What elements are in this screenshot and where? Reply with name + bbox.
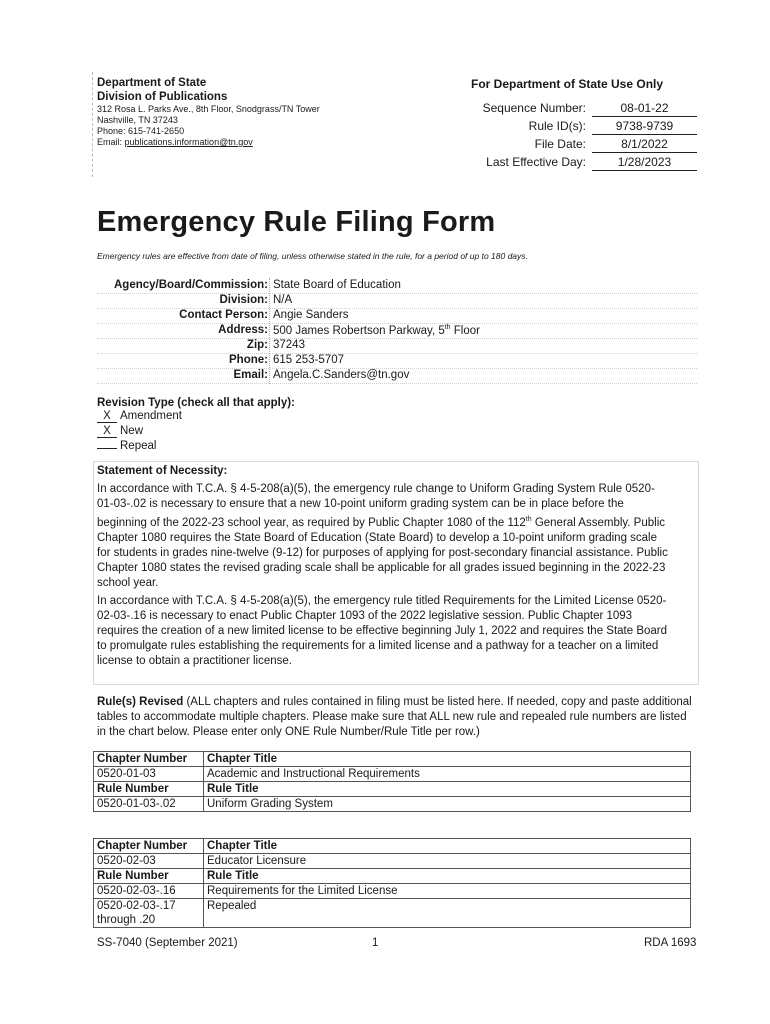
statement-paragraph-2: [97, 594, 695, 669]
rule-number-cell: 0520-02-03: [94, 854, 204, 869]
rule-title-cell: Rule Title: [204, 782, 691, 797]
meta-label: Sequence Number:: [482, 101, 586, 115]
statement-title: Statement of Necessity:: [97, 465, 228, 477]
rule-number-cell: Chapter Number: [94, 752, 204, 767]
statement-line: Chapter 1080 requires the State Board of Education (State Board) to develop a 10-point uniform grading scale: [97, 531, 658, 544]
rule-number-cell: 0520-01-03-.02: [94, 797, 204, 812]
phone-line: Phone: 615-741-2650: [97, 126, 185, 136]
department-name: Department of State: [97, 77, 207, 89]
use-only-title: For Department of State Use Only: [471, 77, 664, 91]
agency-row: [90, 279, 700, 294]
agency-row: [90, 294, 700, 309]
email-link[interactable]: publications.information@tn.gov: [124, 137, 253, 147]
table-row: [94, 782, 691, 797]
meta-value: 8/1/2022: [592, 137, 697, 153]
rule-title-cell: Educator Licensure: [204, 854, 691, 869]
rule-title-cell: Academic and Instructional Requirements: [204, 767, 691, 782]
statement-line: requires the creation of a new limited license to be effective beginning July 1, 2022 and requires the State Board: [97, 625, 668, 637]
statement-paragraph-1: [97, 482, 695, 591]
agency-label: Zip:: [246, 339, 268, 351]
table-row: [94, 854, 691, 869]
table-row: [94, 767, 691, 782]
page-title: Emergency Rule Filing Form: [97, 206, 496, 238]
agency-label: Agency/Board/Commission:: [114, 279, 268, 291]
agency-label: Address:: [218, 324, 268, 336]
row-rule: [97, 383, 697, 384]
meta-value: 1/28/2023: [592, 155, 697, 171]
statement-line: to promulgate rules establishing the requirements for a limited license and a pathway for a teacher on a limited: [97, 640, 659, 652]
statement-line: 02-03-.16 is necessary to enact Public Chapter 1093 of the 2022 legislative session. Public Chapter 1093: [97, 610, 633, 622]
meta-label: Rule ID(s):: [528, 119, 586, 133]
meta-label: File Date:: [534, 137, 586, 151]
form-number: SS-7040 (September 2021): [97, 937, 238, 949]
meta-value: 08-01-22: [592, 101, 697, 117]
header-left: [97, 76, 427, 148]
rule-title-cell: Rule Title: [204, 869, 691, 884]
table-row: [94, 869, 691, 884]
agency-value: 500 James Robertson Parkway, 5th Floor: [273, 324, 480, 337]
address-line-1: 312 Rosa L. Parks Ave., 8th Floor, Snodgrass/TN Tower: [97, 104, 320, 114]
meta-row: [440, 119, 700, 137]
rule-title-cell: Requirements for the Limited License: [204, 884, 691, 899]
revision-label: Repeal: [120, 440, 157, 452]
rda-number: RDA 1693: [644, 937, 697, 949]
rule-title-cell: Repealed: [204, 899, 691, 928]
rule-number-cell: 0520-02-03-.16: [94, 884, 204, 899]
statement-line: license to obtain a practitioner license.: [97, 655, 292, 667]
statement-line: 01-03-.02 is necessary to ensure that a new 10-point uniform grading system can be in place before the: [97, 498, 624, 510]
rules-intro-heading: Rule(s) Revised: [97, 696, 184, 708]
rule-number-cell: Chapter Number: [94, 839, 204, 854]
agency-row: [90, 354, 700, 369]
header-divider: [92, 72, 94, 177]
rule-title-cell: Chapter Title: [204, 752, 691, 767]
rule-table: [93, 751, 691, 812]
rule-number-cell: 0520-01-03: [94, 767, 204, 782]
revision-checkbox[interactable]: X: [97, 425, 117, 438]
rule-table: [93, 838, 691, 928]
agency-value: 37243: [273, 339, 305, 351]
table-row: [94, 797, 691, 812]
meta-row: [440, 101, 700, 119]
statement-line: beginning of the 2022-23 school year, as required by Public Chapter 1080 of the 112th General Assembly. Public: [97, 516, 665, 529]
agency-value: State Board of Education: [273, 279, 401, 291]
agency-label: Division:: [219, 294, 268, 306]
rule-number-cell: 0520-02-03-.17 through .20: [94, 899, 204, 928]
page-subtitle: Emergency rules are effective from date of filing, unless otherwise stated in the rule, for a period of up to 180 days.: [97, 251, 528, 261]
agency-row: [90, 369, 700, 384]
statement-line: In accordance with T.C.A. § 4-5-208(a)(5), the emergency rule change to Uniform Grading System Rule 0520-: [97, 483, 655, 495]
agency-row: [90, 339, 700, 354]
rule-number-cell: Rule Number: [94, 782, 204, 797]
revision-option[interactable]: [97, 425, 143, 440]
revision-option[interactable]: [97, 440, 156, 455]
revision-checkbox[interactable]: [97, 448, 117, 449]
meta-row: [440, 155, 700, 173]
agency-value: 615 253-5707: [273, 354, 344, 366]
agency-label: Phone:: [229, 354, 268, 366]
statement-line: In accordance with T.C.A. § 4-5-208(a)(5), the emergency rule titled Requirements for the Limited License 0520-: [97, 595, 667, 607]
rule-title-cell: Uniform Grading System: [204, 797, 691, 812]
statement-line: for students in grades nine-twelve (9-12) for purposes of applying for post-secondary financial assistance. Public: [97, 546, 668, 559]
agency-row: [90, 309, 700, 324]
table-row: [94, 839, 691, 854]
address-line-2: Nashville, TN 37243: [97, 115, 178, 125]
rules-intro-text: (ALL chapters and rules contained in filing must be listed here. If needed, copy and paste additional tables to accommodate multiple chapters. Please make sure that ALL new rule and repealed rule numbers are listed in the chart below. Please enter only ONE Rule Number/Rule Title per row.): [97, 696, 692, 738]
table-row: [94, 752, 691, 767]
meta-row: [440, 137, 700, 155]
revision-label: New: [120, 425, 144, 437]
table-row: [94, 884, 691, 899]
agency-value: Angela.C.Sanders@tn.gov: [273, 369, 410, 381]
agency-value: N/A: [273, 294, 293, 306]
revision-option[interactable]: [97, 410, 182, 425]
agency-value: Angie Sanders: [273, 309, 349, 321]
rule-title-cell: Chapter Title: [204, 839, 691, 854]
meta-label: Last Effective Day:: [486, 155, 586, 169]
rules-intro: [97, 695, 697, 740]
email-label: Email:: [97, 137, 125, 147]
revision-label: Amendment: [120, 410, 183, 422]
page-number: 1: [372, 937, 379, 949]
statement-line: Chapter 1080 states the revised grading scale shall be applicable for all grades issued beginning in the 2022-23: [97, 561, 666, 574]
division-name: Division of Publications: [97, 91, 228, 103]
rule-number-cell: Rule Number: [94, 869, 204, 884]
agency-row: [90, 324, 700, 339]
revision-checkbox[interactable]: X: [97, 410, 117, 423]
statement-line: school year.: [97, 576, 159, 589]
table-row: [94, 899, 691, 928]
agency-label: Email:: [233, 369, 268, 381]
agency-label: Contact Person:: [179, 309, 268, 321]
revision-type-title: Revision Type (check all that apply):: [97, 397, 295, 409]
meta-value: 9738-9739: [592, 119, 697, 135]
email-line: [97, 137, 427, 148]
